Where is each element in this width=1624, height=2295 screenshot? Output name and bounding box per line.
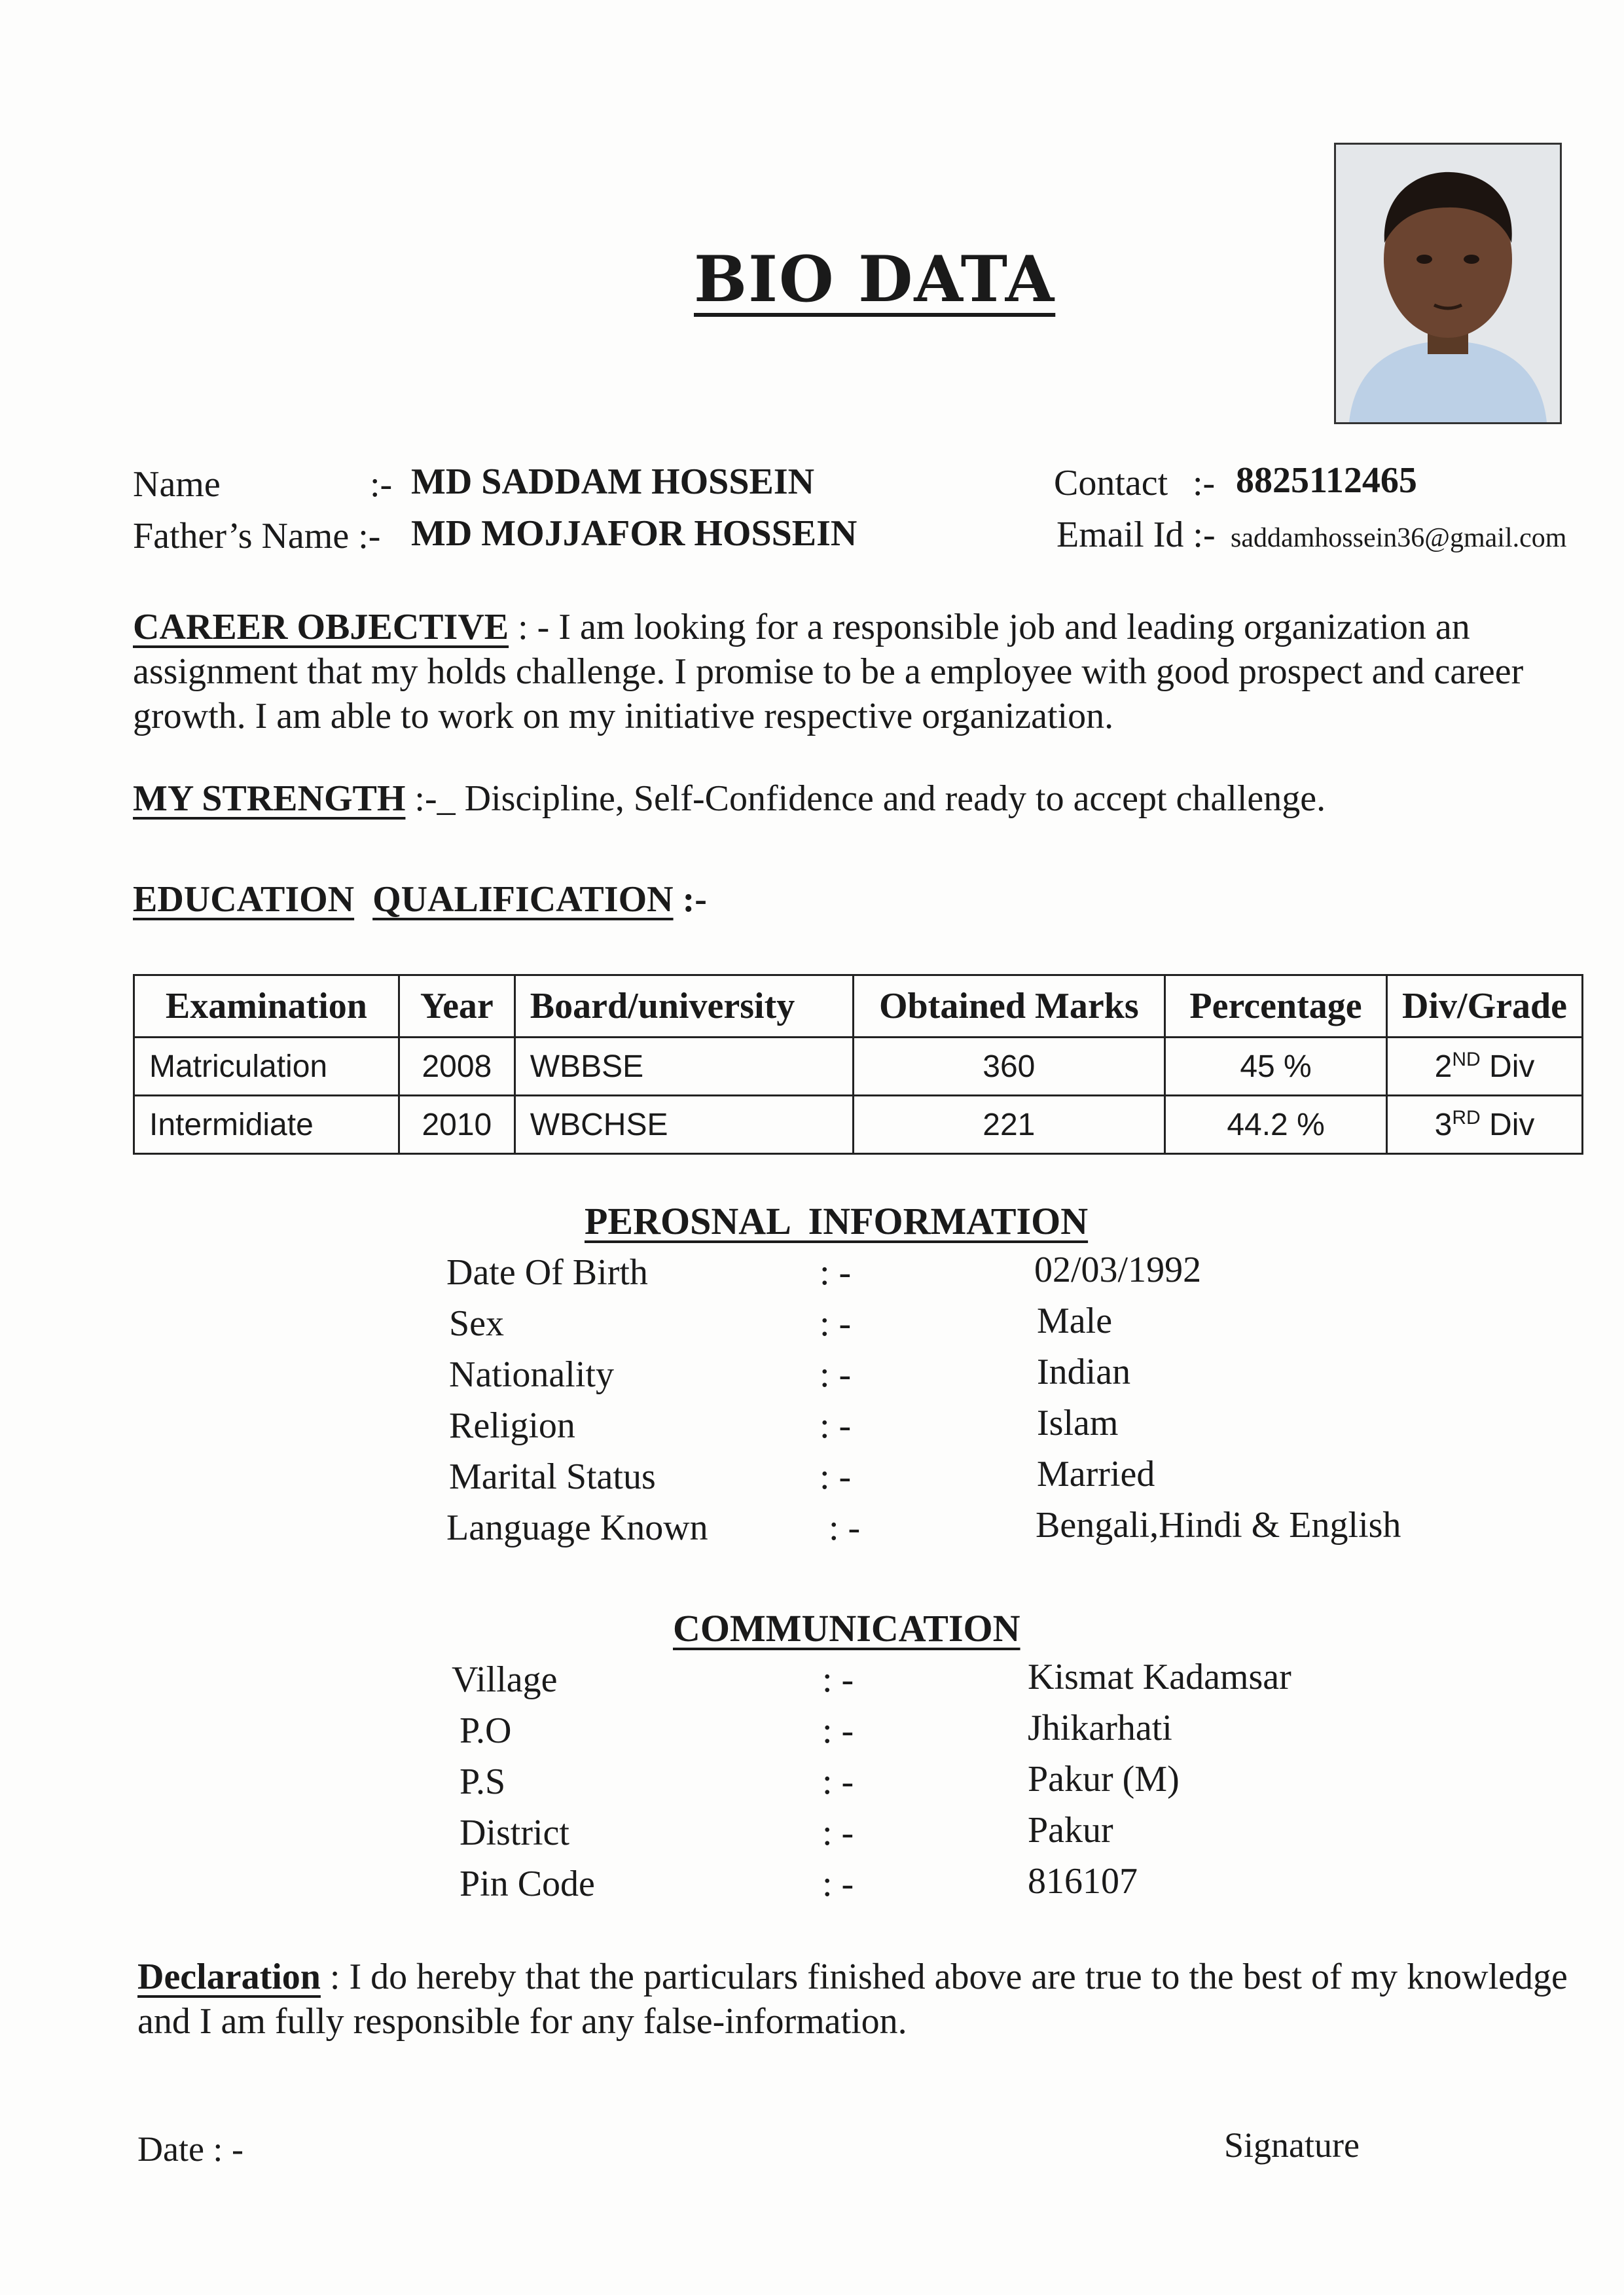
marital-status-label: Marital Status bbox=[449, 1456, 656, 1497]
pin-code-label: Pin Code bbox=[460, 1864, 595, 1904]
declaration bbox=[137, 1955, 1578, 2044]
col-percentage: Percentage bbox=[1165, 975, 1387, 1038]
profile-photo bbox=[1334, 143, 1562, 424]
marks-cell: 221 bbox=[853, 1096, 1164, 1154]
contact-value: 8825112465 bbox=[1236, 460, 1417, 501]
district-value: Pakur bbox=[1028, 1810, 1113, 1851]
percentage-cell: 45 % bbox=[1165, 1038, 1387, 1096]
language-separator: : - bbox=[829, 1508, 861, 1548]
marital-status-separator: : - bbox=[820, 1456, 852, 1497]
declaration-text: I do hereby that the particulars finished above are true to the best of my knowledge and I am fully responsible for any false-information. bbox=[137, 1957, 1568, 2042]
communication-heading: COMMUNICATION bbox=[673, 1607, 1020, 1650]
village-label: Village bbox=[452, 1659, 558, 1700]
table-row bbox=[134, 1038, 1583, 1096]
personal-info-heading: PEROSNAL INFORMATION bbox=[585, 1200, 1089, 1242]
div-word: Div bbox=[1480, 1049, 1535, 1084]
education-heading-b: QUALIFICATION bbox=[372, 879, 674, 920]
col-obtained-marks: Obtained Marks bbox=[853, 975, 1164, 1038]
career-objective-text: I am looking for a responsible job and leading organization an assignment that my holds challenge. I promise to be a employee with good prospect and career growth. I am able to work on my initiative respective organization. bbox=[133, 607, 1524, 736]
div-number: 3 bbox=[1434, 1107, 1453, 1142]
father-name-label: Father’s Name :- bbox=[133, 516, 381, 556]
person-photo-icon bbox=[1336, 145, 1560, 422]
col-examination: Examination bbox=[134, 975, 399, 1038]
div-word: Div bbox=[1480, 1107, 1535, 1142]
contact-label: Contact bbox=[1054, 463, 1168, 503]
year-cell: 2010 bbox=[399, 1096, 514, 1154]
exam-cell: Matriculation bbox=[134, 1038, 399, 1096]
language-value: Bengali,Hindi & English bbox=[1036, 1505, 1401, 1545]
ps-value: Pakur (M) bbox=[1028, 1759, 1180, 1799]
div-cell bbox=[1387, 1038, 1583, 1096]
div-suffix: ND bbox=[1452, 1048, 1481, 1070]
declaration-separator: : bbox=[320, 1957, 340, 1997]
my-strength-heading: MY STRENGTH bbox=[133, 778, 406, 819]
sex-separator: : - bbox=[820, 1303, 852, 1344]
education-heading-a: EDUCATION bbox=[133, 879, 355, 920]
nationality-separator: : - bbox=[820, 1354, 852, 1395]
percentage-cell: 44.2 % bbox=[1165, 1096, 1387, 1154]
village-separator: : - bbox=[822, 1659, 854, 1700]
district-label: District bbox=[460, 1813, 569, 1853]
po-value: Jhikarhati bbox=[1028, 1708, 1172, 1748]
po-separator: : - bbox=[822, 1710, 854, 1751]
name-value: MD SADDAM HOSSEIN bbox=[411, 461, 815, 502]
email-value: saddamhossein36@gmail.com bbox=[1231, 523, 1567, 553]
father-name-value: MD MOJJAFOR HOSSEIN bbox=[411, 513, 857, 554]
ps-separator: : - bbox=[822, 1762, 854, 1802]
board-cell: WBBSE bbox=[514, 1038, 853, 1096]
education-table bbox=[133, 974, 1583, 1155]
pin-code-value: 816107 bbox=[1028, 1861, 1138, 1902]
exam-cell: Intermidiate bbox=[134, 1096, 399, 1154]
village-value: Kismat Kadamsar bbox=[1028, 1657, 1291, 1697]
ps-label: P.S bbox=[460, 1762, 506, 1802]
career-objective-heading: CAREER OBJECTIVE bbox=[133, 607, 509, 647]
district-separator: : - bbox=[822, 1813, 854, 1853]
dob-separator: : - bbox=[820, 1252, 852, 1293]
marks-cell: 360 bbox=[853, 1038, 1164, 1096]
po-label: P.O bbox=[460, 1710, 512, 1751]
pin-code-separator: : - bbox=[822, 1864, 854, 1904]
religion-label: Religion bbox=[449, 1405, 575, 1446]
col-board: Board/university bbox=[514, 975, 853, 1038]
board-cell: WBCHSE bbox=[514, 1096, 853, 1154]
dob-label: Date Of Birth bbox=[446, 1252, 648, 1293]
signature-label: Signature bbox=[1224, 2125, 1360, 2165]
education-heading-separator: :- bbox=[673, 879, 707, 920]
name-separator: :- bbox=[370, 464, 393, 505]
col-div-grade: Div/Grade bbox=[1387, 975, 1583, 1038]
page-title: BIO DATA bbox=[694, 242, 1056, 316]
table-row bbox=[134, 1096, 1583, 1154]
year-cell: 2008 bbox=[399, 1038, 514, 1096]
div-cell bbox=[1387, 1096, 1583, 1154]
sex-label: Sex bbox=[449, 1303, 504, 1344]
div-number: 2 bbox=[1434, 1049, 1453, 1084]
my-strength-text: Discipline, Self-Confidence and ready to accept challenge. bbox=[455, 778, 1326, 819]
email-label: Email Id :- bbox=[1056, 515, 1216, 555]
career-objective bbox=[133, 605, 1599, 738]
career-objective-separator: : - bbox=[509, 607, 550, 647]
dob-value: 02/03/1992 bbox=[1034, 1250, 1202, 1290]
religion-separator: : - bbox=[820, 1405, 852, 1446]
my-strength bbox=[133, 776, 1599, 821]
sex-value: Male bbox=[1037, 1301, 1113, 1341]
name-label: Name bbox=[133, 464, 221, 505]
nationality-label: Nationality bbox=[449, 1354, 614, 1395]
marital-status-value: Married bbox=[1037, 1454, 1155, 1494]
religion-value: Islam bbox=[1037, 1403, 1119, 1443]
col-year: Year bbox=[399, 975, 514, 1038]
contact-separator: :- bbox=[1193, 463, 1216, 503]
div-suffix: RD bbox=[1452, 1106, 1481, 1129]
nationality-value: Indian bbox=[1037, 1352, 1131, 1392]
education-heading bbox=[133, 877, 1599, 922]
declaration-heading: Declaration bbox=[137, 1957, 321, 1997]
language-label: Language Known bbox=[446, 1508, 708, 1548]
my-strength-separator: :-_ bbox=[405, 778, 456, 819]
date-label: Date : - bbox=[137, 2129, 244, 2169]
table-header-row bbox=[134, 975, 1583, 1038]
